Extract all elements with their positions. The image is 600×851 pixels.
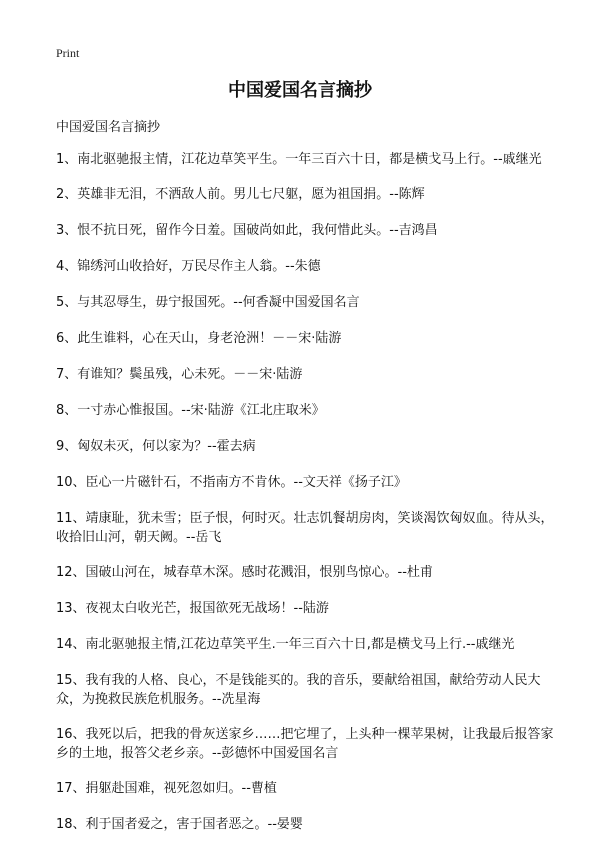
quote-item: 2、英雄非无泪，不洒敌人前。男儿七尺躯，愿为祖国捐。--陈辉 (56, 187, 425, 202)
quote-item: 14、南北驱驰报主情,江花边草笑平生.一年三百六十日,都是横戈马上行.--戚继光 (56, 637, 515, 652)
quote-item: 7、有谁知？鬓虽残，心未死。－－宋·陆游 (56, 367, 303, 382)
print-link[interactable]: Print (56, 46, 80, 60)
quote-item: 11、靖康耻，犹未雪；臣子恨，何时灭。壮志饥餐胡房肉，笑谈渴饮匈奴血。待从头，收拾旧山河，朝天阙。--岳飞 (56, 511, 554, 545)
quote-item: 15、我有我的人格、良心，不是钱能买的。我的音乐，要献给祖国，献给劳动人民大众，为挽救民族危机服务。--冼星海 (56, 673, 541, 707)
quote-item: 13、夜视太白收光芒，报国欲死无战场！--陆游 (56, 601, 329, 616)
quote-list (56, 150, 556, 851)
quote-item: 5、与其忍辱生，毋宁报国死。--何香凝中国爱国名言 (56, 295, 360, 310)
quote-item: 12、国破山河在，城春草木深。感时花溅泪，恨别鸟惊心。--杜甫 (56, 565, 433, 580)
quote-item: 10、臣心一片磁针石，不指南方不肯休。--文天祥《扬子江》 (56, 475, 407, 490)
quote-item: 6、此生谁料，心在天山，身老沧洲！－－宋·陆游 (56, 331, 342, 346)
quote-item: 9、匈奴未灭，何以家为？--霍去病 (56, 439, 256, 454)
document-subtitle: 中国爱国名言摘抄 (56, 120, 161, 135)
quote-item: 8、一寸赤心惟报国。--宋·陆游《江北庄取米》 (56, 403, 325, 418)
quote-item: 3、恨不抗日死，留作今日羞。国破尚如此，我何惜此头。--吉鸿昌 (56, 223, 438, 238)
quote-item: 1、南北驱驰报主情，江花边草笑平生。一年三百六十日，都是横戈马上行。--戚继光 (56, 152, 542, 167)
quote-item: 17、捐躯赴国难，视死忽如归。--曹植 (56, 781, 277, 796)
page-title: 中国爱国名言摘抄 (228, 80, 372, 101)
quote-item: 18、利于国者爱之，害于国者恶之。--晏婴 (56, 817, 303, 832)
quote-item: 4、锦绣河山收拾好，万民尽作主人翁。--朱德 (56, 259, 321, 274)
quote-item: 16、我死以后，把我的骨灰送家乡……把它埋了，上头种一棵苹果树，让我最后报答家乡的土地，报答父老乡亲。--彭德怀中国爱国名言 (56, 727, 554, 761)
